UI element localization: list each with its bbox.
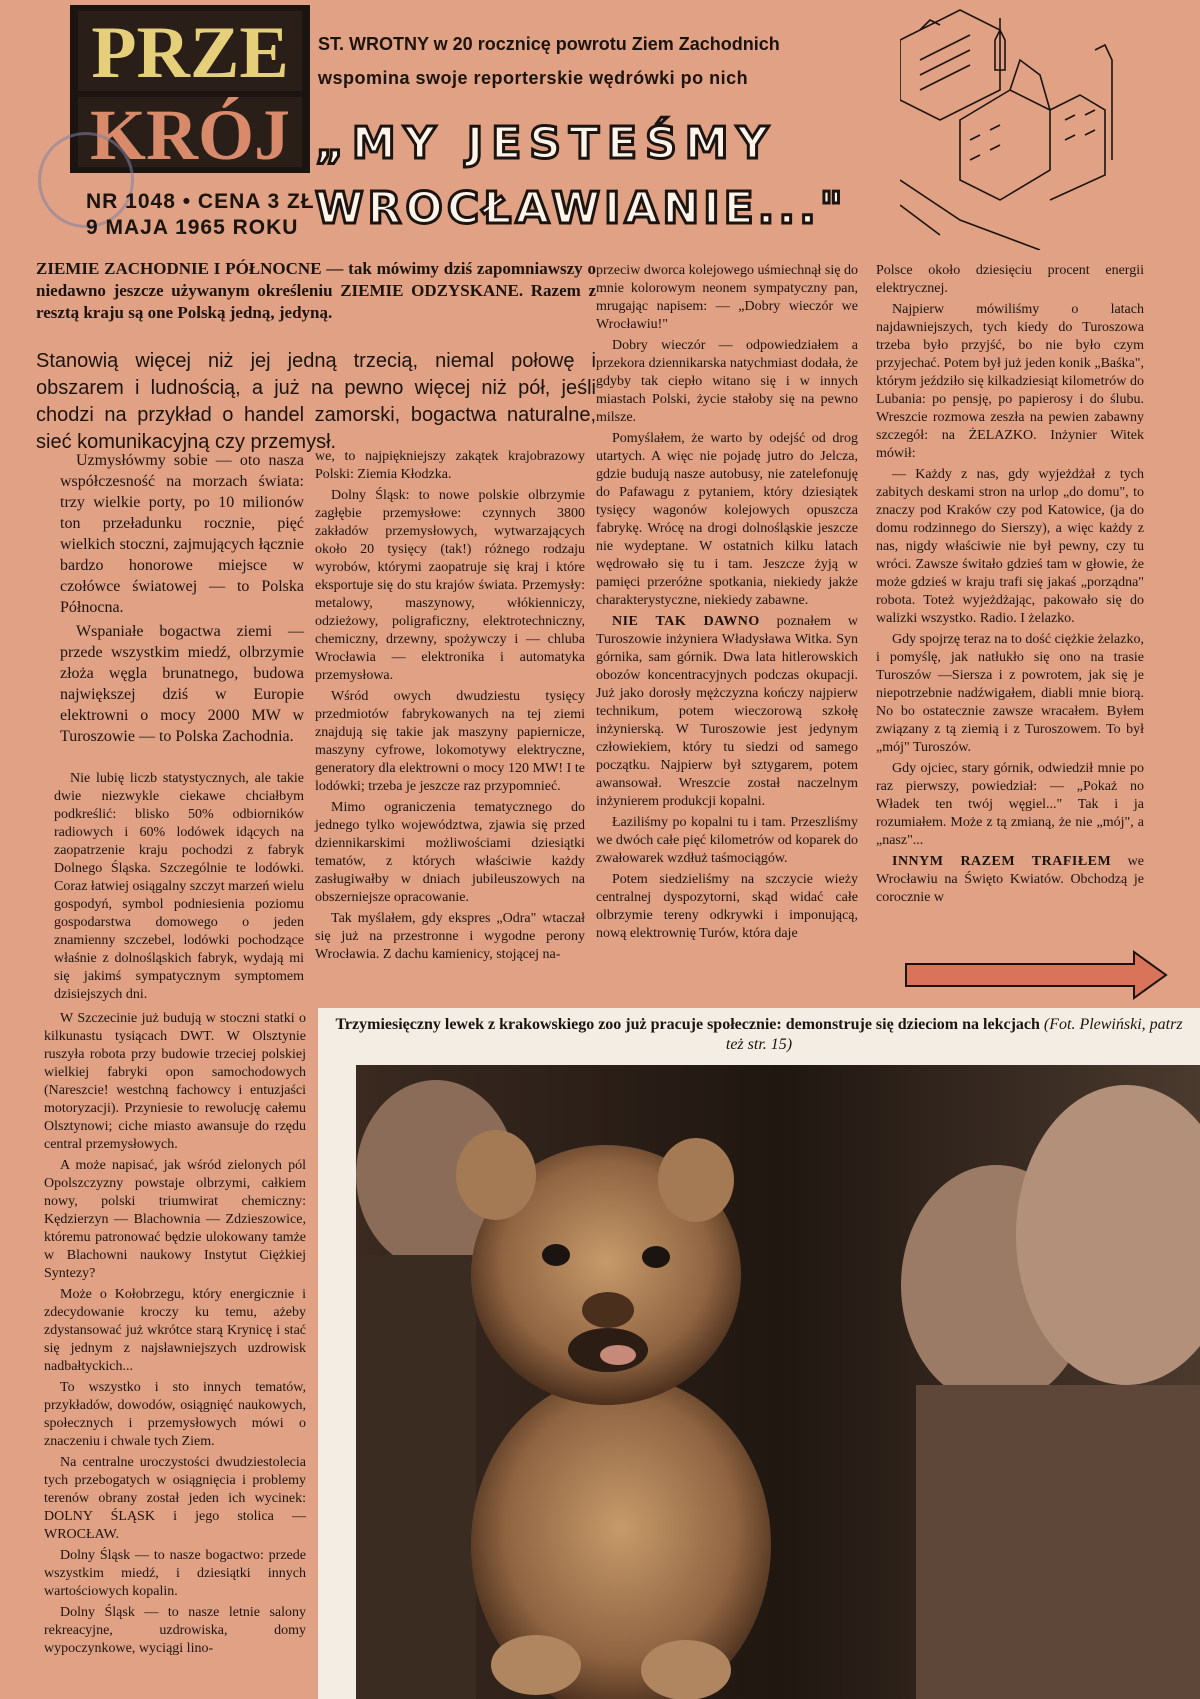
town-houses-drawing bbox=[900, 0, 1115, 250]
paragraph: Pomyślałem, że warto by odejść od drog utartych. A więc nie pojadę jutro do Jelcza, gdzie budują nasze autobusy, nie zatelefonuję do Pafawagu z pytaniem, który dziesiątek tysięcy wagonów kolejowych opuszcza fabrykę. Wrócę na drogi dolnośląskie jeszcze nie wydeptane. W ostatnich kilku latach wędrowało się tu i tam. Jeszcze żyją w pamięci przeróżne spotkania, niekiedy jakże charakterystyczne, niekiedy zabawne. bbox=[596, 431, 858, 608]
paragraph: Wspaniałe bogactwa ziemi — przede wszystkim miedź, olbrzymie złoża węgla brunatnego, budowa największej dziś w Europie elektrowni o mocy 2000 MW w Turoszowie — to Polska Zachodnia. bbox=[60, 623, 304, 745]
paragraph: poznałem w Turoszowie inżyniera Władysława Witka. Syn górnika, sam górnik. Dwa lata hitlerowskich obozów koncentracyjnych podczas okupacji. Już jako dorosły mężczyzna kończy najpierw technikum, potem wieczorową szkołę inżynierską. W Turoszowie jest jedynym człowiekiem, który tu siedzi od samego początku. Najpierw był sztygarem, potem awansował. Wreszcie został naczelnym inżynierem produkcji kopalni. bbox=[596, 614, 859, 809]
paragraph: A może napisać, jak wśród zielonych pól Opolszczyzny powstaje olbrzymi, całkiem nowy, polski triumwirat chemiczny: Kędzierzyn — Blachownia — Zdzieszowice, któremu patronować będzie ulokowany tamże w Blachowni naukowy Instytut Ciężkiej Syntezy? bbox=[44, 1158, 306, 1281]
paragraph: Łaziliśmy po kopalni tu i tam. Przeszliśmy we dwóch całe pięć kilometrów od koparek do zwałowarek wzdłuż taśmociągów. bbox=[596, 815, 858, 866]
column-d bbox=[876, 262, 1144, 910]
headline-line-2: WROCŁAWIANIE..." bbox=[315, 183, 847, 234]
lead-sub-paragraph: Stanowią więcej niż jej jedną trzecią, niemal połowę i obszarem i ludnością, a już na pewno więcej niż pół, jeśli chodzi na przykład o handel zamorski, bogactwa naturalne, sieć komunikacyjną czy przemysł. bbox=[36, 350, 596, 453]
column-a-bottom bbox=[44, 1010, 306, 1661]
paragraph: Potem siedzieliśmy na szczycie wieży centralnej dyspozytorni, skąd widać całe olbrzymie tereny odkrywki i imponującą, nową elektrownię Turów, która daje bbox=[596, 872, 858, 941]
section-lead-in: INNYM RAZEM TRAFIŁEM bbox=[892, 854, 1112, 869]
paragraph: Nie lubię liczb statystycznych, ale takie dwie niezwykle ciekawe chciałbym podkreślić: blisko 50% odbiorników radiowych i 60% lodówek idących na zaopatrzenie kraju pochodzi z fabryk Dolnego Śląska. Szczególnie te lodówki. Coraz łatwiej osiągalny szczyt marzeń wielu gospodyń, symbol podniesienia poziomu gospodarstwa domowego o jeden znamienny szczebel, lodówki pochodzące właśnie z dolnośląskich fabryk, wydają mi się jakimś sympatycznym symptomem dzisiejszych dni. bbox=[54, 771, 304, 1002]
column-a-top bbox=[60, 450, 304, 750]
paragraph: Gdy ojciec, stary górnik, odwiedził mnie po raz pierwszy, powiedział: — „Pokaż no Władek ten twój węgiel..." Tak i ja rozumiałem. Może z tą zmianą, że nie „mój", a „nasz"... bbox=[876, 761, 1144, 848]
kicker-line-2: wspomina swoje reporterskie wędrówki po nich bbox=[318, 68, 749, 88]
paragraph: Dolny Śląsk: to nowe polskie olbrzymie zagłębie przemysłowe: czynnych 3800 zakładów przemysłowych, wytwarzających około 20 tysięcy (tak!) różnego rodzaju wyrobów, którymi zaopatruje się kraj i które eksportuje się do stu krajów świata. Przemysły: metalowy, maszynowy, włókienniczy, odzieżowy, poligraficzny, elektrotechniczny, chemiczny, drzewny, spożywczy i — chluba Wrocławia — elektronika i automatyka przemysłowa. bbox=[315, 488, 585, 683]
kicker-line-1: ST. WROTNY w 20 rocznicę powrotu Ziem Zachodnich bbox=[318, 34, 780, 54]
lead-bold-paragraph: ZIEMIE ZACHODNIE I PÓŁNOCNE — tak mówimy dziś zapomniawszy o niedawno jeszcze używanym określeniu ZIEMIE ODZYSKANE. Razem z resztą kraju są one Polską jedną, jedyną. bbox=[36, 259, 596, 322]
lion-cub-photo bbox=[356, 1065, 1200, 1699]
paragraph: Uzmysłówmy sobie — oto nasza współczesność na morzach świata: trzy wielkie porty, po 10 milionów ton przeładunku rocznie, pięć wielkich stoczni, zajmujących łącznie bardzo honorowe miejsce w czołówce światowej — to Polska Północna. bbox=[60, 452, 304, 616]
paragraph: Wśród owych dwudziestu tysięcy przedmiotów fabrykowanych na tej ziemi znajdują się takie jak maszyny papiernicze, maszyny cyfrowe, lokomotywy elektryczne, generatory dla elektrowni o mocy 120 MW! I te lodówki; trzeba je jeszcze raz przypomnieć. bbox=[315, 689, 585, 794]
paragraph: To wszystko i sto innych tematów, przykładów, dowodów, osiągnięć naukowych, społecznych i przemysłowych mówi o znaczeniu i chwale tych Ziem. bbox=[44, 1380, 306, 1449]
paragraph: Dolny Śląsk — to nasze bogactwo: przede wszystkim miedź, i dziesiątki innych wartościowych kopalin. bbox=[44, 1548, 306, 1599]
paragraph: Dolny Śląsk — to nasze letnie salony rekreacyjne, uzdrowiska, domy wypoczynkowe, wyciągi lino- bbox=[44, 1605, 306, 1656]
photo-caption bbox=[330, 1015, 1188, 1055]
paragraph: Gdy spojrzę teraz na to dość ciężkie żelazko, i pomyślę, jak natłukło się ono na trasie Turoszów —Siersza i z powrotem, jak się je niepotrzebnie nadźwigałem, diabli mnie biorą. No bo ostatecznie zawsze wracałem. Byłem związany z tą ziemią i z Turoszowem. To był „mój" Turoszów. bbox=[876, 632, 1144, 755]
paragraph: Dobry wieczór — odpowiedziałem a przekora dziennikarska natychmiast dodała, że gdyby tak ciepło witano się i w innych miastach Polski, życie stałoby się na pewno milsze. bbox=[596, 338, 858, 425]
paragraph: Mimo ograniczenia tematycznego do jednego tylko województwa, zjawia się przed dziennikarskimi możliwościami dziesiątki tematów, z których właściwie każdy zasługiwałby w dniach jubileuszowych na obszerniejsze opracowanie. bbox=[315, 800, 585, 905]
caption-main: Trzymiesięczny lewek z krakowskiego zoo już pracuje społecznie: demonstruje się dzieciom na lekcjach bbox=[335, 1016, 1040, 1033]
paragraph: W Szczecinie już budują w stoczni statki o kilkunastu tysiącach DWT. W Olsztynie ruszyła robota przy budowie trzeciej polskiej wielkiej fabryki opon samochodowych (Nareszcie! westchną fachowcy i entuzjaści motoryzacji). Przyniesie to rewolucję całemu Olsztynowi; ciche miasto awansuje do rzędu central przemysłowych. bbox=[44, 1011, 306, 1152]
section-lead-in: NIE TAK DAWNO bbox=[612, 614, 760, 629]
paragraph: Może o Kołobrzegu, który energicznie i zdecydowanie kroczy ku temu, ażeby zdystansować już wkrótce starą Krynicę i stać się jednym z najsławniejszych uzdrowisk nadbałtyckich... bbox=[44, 1287, 306, 1374]
continue-arrow-icon bbox=[904, 950, 1170, 1000]
svg-text:KRÓJ: KRÓJ bbox=[89, 95, 291, 173]
caption-credit: (Fot. Plewiński, patrz też str. 15) bbox=[725, 1016, 1183, 1053]
paragraph: we, to najpiękniejszy zakątek krajobrazowy Polski: Ziemia Kłodzka. bbox=[315, 449, 585, 482]
column-a-middle bbox=[54, 770, 304, 1007]
paragraph: Polsce około dziesięciu procent energii elektrycznej. bbox=[876, 263, 1144, 296]
svg-text:PRZE: PRZE bbox=[91, 12, 289, 94]
paragraph: Na centralne uroczystości dwudziestolecia tych przebogatych w osiągnięcia i problemy terenów obrany został jeden ich wycinek: DOLNY ŚLĄSK i jego stolica — WROCŁAW. bbox=[44, 1455, 306, 1542]
column-c bbox=[596, 262, 858, 946]
paragraph: — Każdy z nas, gdy wyjeżdżał z tych zabitych deskami stron na urlop „do domu", to znaczy pod Kraków czy pod Katowice, (ja do domu rodzinnego do Sierszy), a więc każdy z nas, nigdy właściwie nie był pewny, czy tu wróci. Zawsze świtało gdzieś tam w głowie, że może gdzieś w kraju trafi się jakaś „porządna" robota. Toteż wyjeżdżając, pakowało się do walizki wszystko. Radio. I żelazko. bbox=[876, 467, 1144, 626]
paragraph: przeciw dworca kolejowego uśmiechnął się do mnie kolorowym neonem sympatyczny pan, mrugając napisem: — „Dobry wieczór we Wrocławiu!" bbox=[596, 263, 858, 332]
paragraph: Najpierw mówiliśmy o latach najdawniejszych, tych kiedy do Turoszowa trzeba było przyjść, bo nie było czym przyjechać. Potem był już jeden konik „Baśka", którym jeździło się kilkadziesiąt kilometrów do Lubania: po pensję, po papierosy i do ślubu. Wreszcie rozmowa zeszła na pewien zabawny szczegół: na ŻELAZKO. Inżynier Witek mówił: bbox=[876, 302, 1144, 461]
headline-line-1: „MY JESTEŚMY bbox=[315, 118, 777, 169]
issue-date: 9 MAJA 1965 ROKU bbox=[86, 216, 299, 239]
column-b bbox=[315, 448, 585, 967]
paragraph: Tak myślałem, gdy ekspres „Odra" wtaczał się już na przestronne i wygodne perony Wrocławia. Z dachu kamienicy, stojącej na- bbox=[315, 911, 585, 962]
issue-number: NR 1048 • CENA 3 ZŁ bbox=[86, 190, 315, 213]
paragraph: we Wrocławiu na Święto Kwiatów. Obchodzą je corocznie w bbox=[876, 854, 1144, 905]
